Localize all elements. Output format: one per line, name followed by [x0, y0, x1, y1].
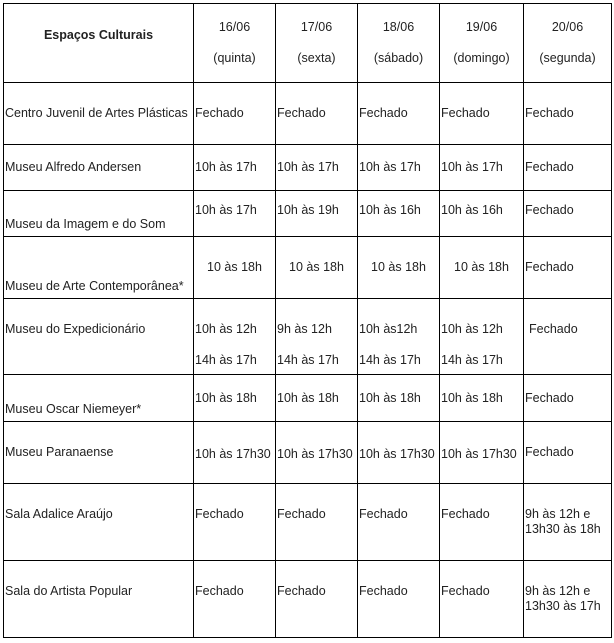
table-cell: 10h às 17h30: [194, 422, 276, 484]
header-day-1: [194, 4, 276, 83]
table-cell: 10h às 18h: [276, 375, 358, 422]
table-cell: 10h às 17h: [276, 145, 358, 191]
table-cell: [524, 299, 612, 375]
cell-text: Fechado: [529, 322, 578, 336]
table-cell: 10h às 16h: [440, 191, 524, 237]
table-cell: Fechado: [194, 484, 276, 561]
header-row: [4, 4, 612, 83]
header-date-5: 20/06: [551, 20, 584, 34]
table-cell: 10h às 17h30: [358, 422, 440, 484]
table-row: [4, 484, 612, 561]
header-title: Espaços Culturais: [4, 4, 194, 83]
table-cell: Fechado: [276, 561, 358, 638]
table-cell: 10h às 18h: [194, 375, 276, 422]
header-date-4: 19/06: [465, 20, 498, 34]
time-morning: 9h às 12h: [277, 322, 332, 336]
table-cell: 10h às 17h: [440, 145, 524, 191]
table-cell: Fechado: [276, 83, 358, 145]
row-name: Museu Alfredo Andersen: [4, 145, 194, 191]
table-cell: 9h às 12h e 13h30 às 17h: [524, 561, 612, 638]
header-date-3: 18/06: [382, 20, 415, 34]
table-cell: 10h às 17h: [194, 145, 276, 191]
table-cell: 10 às 18h: [440, 237, 524, 299]
header-weekday-1: (quinta): [213, 51, 256, 65]
table-row: [4, 299, 612, 375]
table-row: [4, 191, 612, 237]
time-afternoon: 14h às 17h: [359, 353, 421, 367]
row-name: Museu da Imagem e do Som: [4, 191, 194, 237]
header-weekday-5: (segunda): [539, 51, 596, 65]
table-cell: Fechado: [358, 484, 440, 561]
table-row: [4, 237, 612, 299]
time-morning: 10h às 12h: [195, 322, 257, 336]
table-cell: 10h às 17h: [194, 191, 276, 237]
table-cell: 10 às 18h: [358, 237, 440, 299]
row-name: Centro Juvenil de Artes Plásticas: [4, 83, 194, 145]
table-row: [4, 83, 612, 145]
table-cell: Fechado: [440, 561, 524, 638]
table-cell: 10 às 18h: [276, 237, 358, 299]
row-name: Museu Oscar Niemeyer*: [4, 375, 194, 422]
table-row: [4, 145, 612, 191]
header-day-4: [440, 4, 524, 83]
table-cell: Fechado: [194, 83, 276, 145]
table-row: [4, 375, 612, 422]
table-cell: Fechado: [524, 422, 612, 484]
table-cell: Fechado: [524, 191, 612, 237]
table-cell: Fechado: [276, 484, 358, 561]
table-cell: 10h às 19h: [276, 191, 358, 237]
table-cell: 10h às 18h: [358, 375, 440, 422]
row-name: Museu de Arte Contemporânea*: [4, 237, 194, 299]
header-date-2: 17/06: [300, 20, 333, 34]
row-name: Museu do Expedicionário: [4, 299, 194, 375]
table-cell: 10h às 18h: [440, 375, 524, 422]
table-cell: Fechado: [440, 484, 524, 561]
table-cell: 10h às 16h: [358, 191, 440, 237]
time-morning: 10h às12h: [359, 322, 418, 336]
table-cell: [358, 299, 440, 375]
header-weekday-3: (sábado): [373, 51, 424, 65]
table-cell: Fechado: [194, 561, 276, 638]
table-cell: 10h às 17h30: [440, 422, 524, 484]
row-name: Museu Paranaense: [4, 422, 194, 484]
table-cell: Fechado: [440, 83, 524, 145]
time-afternoon: 14h às 17h: [195, 353, 257, 367]
table-cell: Fechado: [524, 83, 612, 145]
header-day-5: [524, 4, 612, 83]
table-cell: Fechado: [524, 375, 612, 422]
time-afternoon: 14h às 17h: [441, 353, 503, 367]
table-cell: 10h às 17h: [358, 145, 440, 191]
table-cell: [276, 299, 358, 375]
table-cell: Fechado: [358, 83, 440, 145]
table-row: [4, 561, 612, 638]
table-row: [4, 422, 612, 484]
table-cell: 9h às 12h e 13h30 às 18h: [524, 484, 612, 561]
header-weekday-4: (domingo): [453, 51, 510, 65]
header-day-2: [276, 4, 358, 83]
row-name: Sala Adalice Araújo: [4, 484, 194, 561]
header-day-3: [358, 4, 440, 83]
header-date-1: 16/06: [218, 20, 251, 34]
row-name: Sala do Artista Popular: [4, 561, 194, 638]
table-cell: [440, 299, 524, 375]
table-cell: Fechado: [524, 145, 612, 191]
table-cell: Fechado: [358, 561, 440, 638]
table-cell: 10h às 17h30: [276, 422, 358, 484]
table-cell: 10 às 18h: [194, 237, 276, 299]
table-cell: Fechado: [524, 237, 612, 299]
table-cell: [194, 299, 276, 375]
header-weekday-2: (sexta): [297, 51, 336, 65]
time-afternoon: 14h às 17h: [277, 353, 339, 367]
time-morning: 10h às 12h: [441, 322, 503, 336]
schedule-table: [3, 3, 612, 638]
